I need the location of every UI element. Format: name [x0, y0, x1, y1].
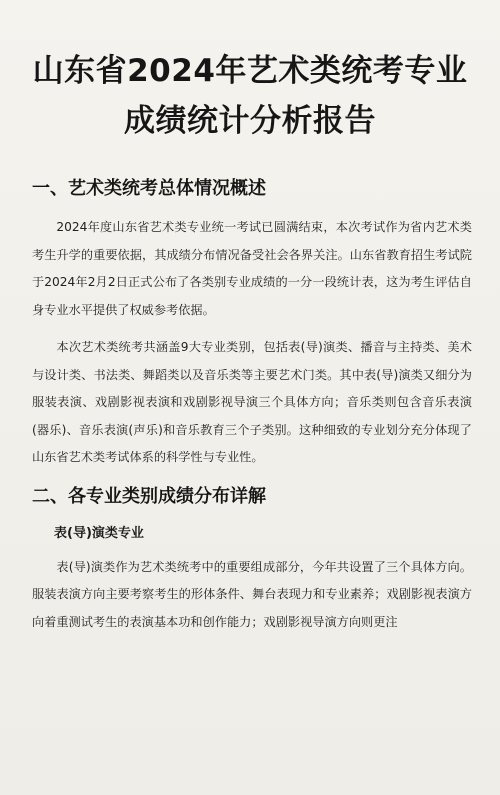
paragraph-overview-1: 2024年度山东省艺术类专业统一考试已圆满结束，本次考试作为省内艺术类考生升学的重要依据，其成绩分布情况备受社会各界关注。山东省教育招生考试院于2024年2月2日正式公布了各类别专业成绩的一分一段统计表，这为考生评估自身专业水平提供了权威参考依据。 — [32, 220, 472, 317]
document-title: 山东省2024年艺术类统考专业成绩统计分析报告 — [32, 53, 468, 139]
subsection-heading-performance: 表(导)演类专业 — [54, 525, 144, 541]
paragraph-overview-2: 本次艺术类统考共涵盖9大专业类别，包括表(导)演类、播音与主持类、美术与设计类、书法类、舞蹈类以及音乐类等主要艺术门类。其中表(导)演类又细分为服装表演、戏剧影视表演和戏剧影视导演三个具体方向；音乐类则包含音乐表演(器乐)、音乐表演(声乐)和音乐教育三个子类别。这种细致的专业划分充分体现了山东省艺术类考试体系的科学性与专业性。 — [32, 340, 472, 464]
section-heading-overview: 一、艺术类统考总体情况概述 — [32, 178, 266, 199]
section-heading-categories: 二、各专业类别成绩分布详解 — [32, 485, 266, 507]
paragraph-performance-1: 表(导)演类作为艺术类统考中的重要组成部分，今年共设置了三个具体方向。服装表演方向主要考察考生的形体条件、舞台表现力和专业素养；戏剧影视表演方向着重测试考生的表演基本功和创作能力；戏剧影视导演方向则更注 — [32, 559, 472, 629]
